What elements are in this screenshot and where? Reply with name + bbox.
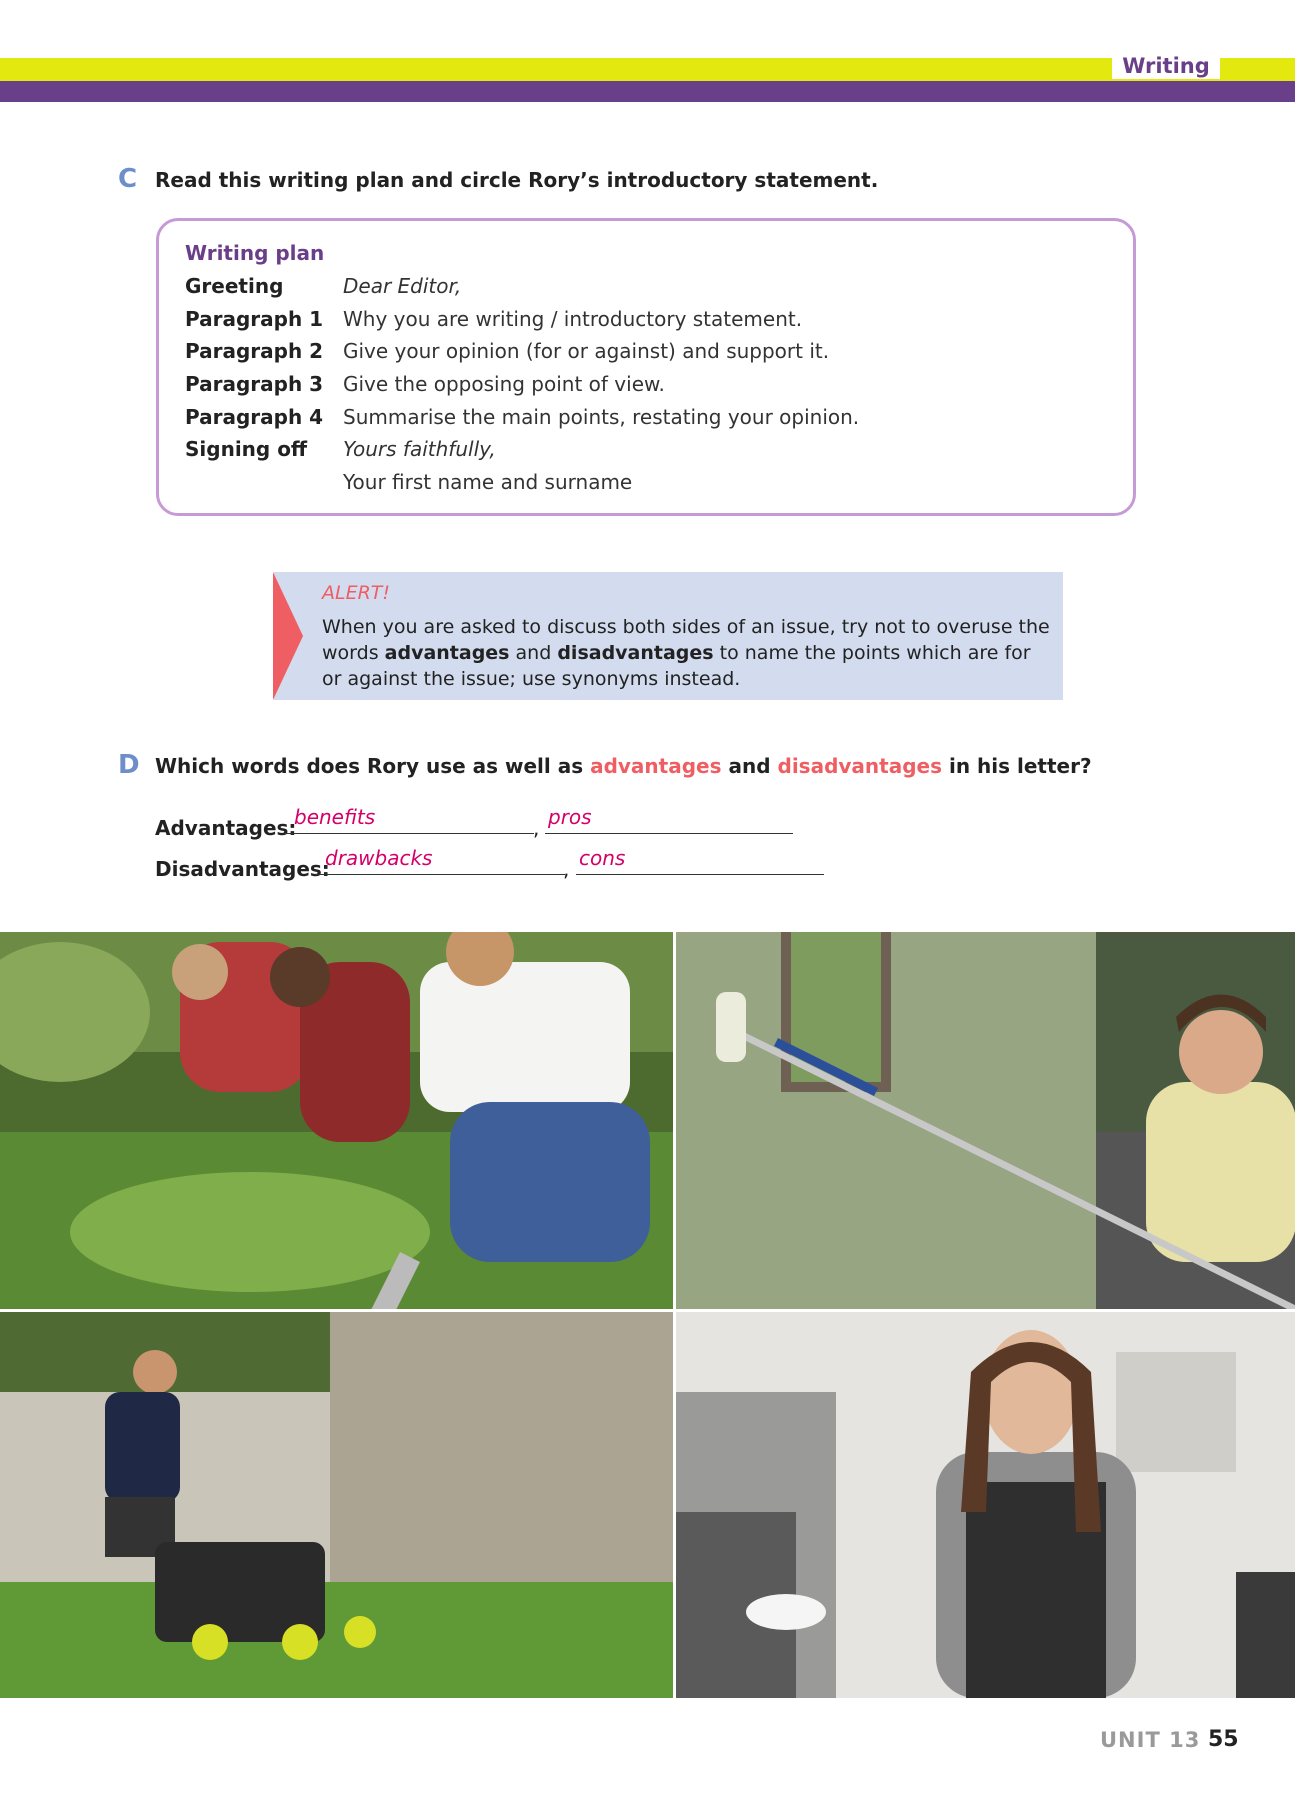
alert-title: ALERT! <box>322 582 391 604</box>
plan-row-label: Signing off <box>185 437 308 461</box>
page-number: 55 <box>1208 1727 1239 1752</box>
alert-body <box>322 614 1052 692</box>
disadvantages-answer-1: drawbacks <box>325 846 433 870</box>
plan-row <box>185 437 1085 467</box>
plan-row-value: Give the opposing point of view. <box>343 372 665 396</box>
exercise-d-question <box>155 754 1092 778</box>
plan-row <box>185 372 1085 402</box>
alert-text: and <box>509 642 558 664</box>
advantages-answer-1: benefits <box>294 805 376 829</box>
comma: , <box>533 816 540 840</box>
disadvantages-label: Disadvantages: <box>155 857 330 881</box>
comma: , <box>563 857 570 881</box>
plan-row-label: Greeting <box>185 274 284 298</box>
plan-row-label: Paragraph 3 <box>185 372 324 396</box>
photo-painting <box>676 932 1295 1309</box>
photo-painting-image <box>676 932 1295 1309</box>
alert-bold-word: disadvantages <box>557 642 714 664</box>
exercise-c-letter: C <box>118 164 138 194</box>
question-text: and <box>721 754 778 778</box>
alert-text: to name the points which are for or against the issue; use synonyms instead. <box>322 642 1031 690</box>
plan-row-label: Paragraph 2 <box>185 339 324 363</box>
plan-row-value: Why you are writing / introductory statement. <box>343 307 803 331</box>
alert-box <box>274 572 1063 700</box>
alert-text: When you are asked to discuss both sides of an issue, try not to overuse the words <box>322 616 1050 664</box>
advantages-label: Advantages: <box>155 816 297 840</box>
question-text: Which words does Rory use as well as <box>155 754 591 778</box>
plan-row-label: Paragraph 1 <box>185 307 324 331</box>
plan-row-value: Dear Editor, <box>343 274 462 298</box>
alert-arrow-icon <box>273 572 303 700</box>
disadvantages-answer-line-2[interactable] <box>576 874 824 875</box>
photo-mowing-image <box>0 1312 673 1698</box>
advantages-answer-line-2[interactable] <box>545 833 793 834</box>
exercise-d-letter: D <box>118 750 140 780</box>
photo-barista-image <box>676 1312 1295 1698</box>
plan-row-value: Give your opinion (for or against) and support it. <box>343 339 830 363</box>
plan-row <box>185 339 1085 369</box>
question-highlight: advantages <box>590 754 722 778</box>
plan-row <box>185 405 1085 435</box>
disadvantages-answer-2: cons <box>579 846 626 870</box>
photo-gardening <box>0 932 673 1309</box>
disadvantages-answer-line-1[interactable] <box>315 874 565 875</box>
plan-row-value: Your first name and surname <box>343 470 633 494</box>
plan-row <box>185 307 1085 337</box>
plan-row-value: Yours faithfully, <box>343 437 496 461</box>
plan-row <box>185 470 1085 500</box>
section-tab: Writing <box>1112 53 1220 79</box>
plan-row-value: Summarise the main points, restating your opinion. <box>343 405 860 429</box>
advantages-answer-line-1[interactable] <box>284 833 534 834</box>
photo-gardening-image <box>0 932 673 1309</box>
alert-bold-word: advantages <box>384 642 510 664</box>
footer-unit: UNIT 13 <box>1100 1728 1201 1752</box>
exercise-c-instruction: Read this writing plan and circle Rory’s introductory statement. <box>155 168 879 192</box>
writing-plan-title: Writing plan <box>185 241 325 265</box>
question-text: in his letter? <box>942 754 1092 778</box>
header-yellow-band <box>0 58 1295 81</box>
advantages-answer-2: pros <box>548 805 592 829</box>
photo-barista <box>676 1312 1295 1698</box>
header-purple-band <box>0 81 1295 102</box>
plan-row <box>185 274 1085 304</box>
writing-plan-box <box>156 218 1136 516</box>
question-highlight: disadvantages <box>777 754 943 778</box>
photo-mowing <box>0 1312 673 1698</box>
plan-row-label: Paragraph 4 <box>185 405 324 429</box>
